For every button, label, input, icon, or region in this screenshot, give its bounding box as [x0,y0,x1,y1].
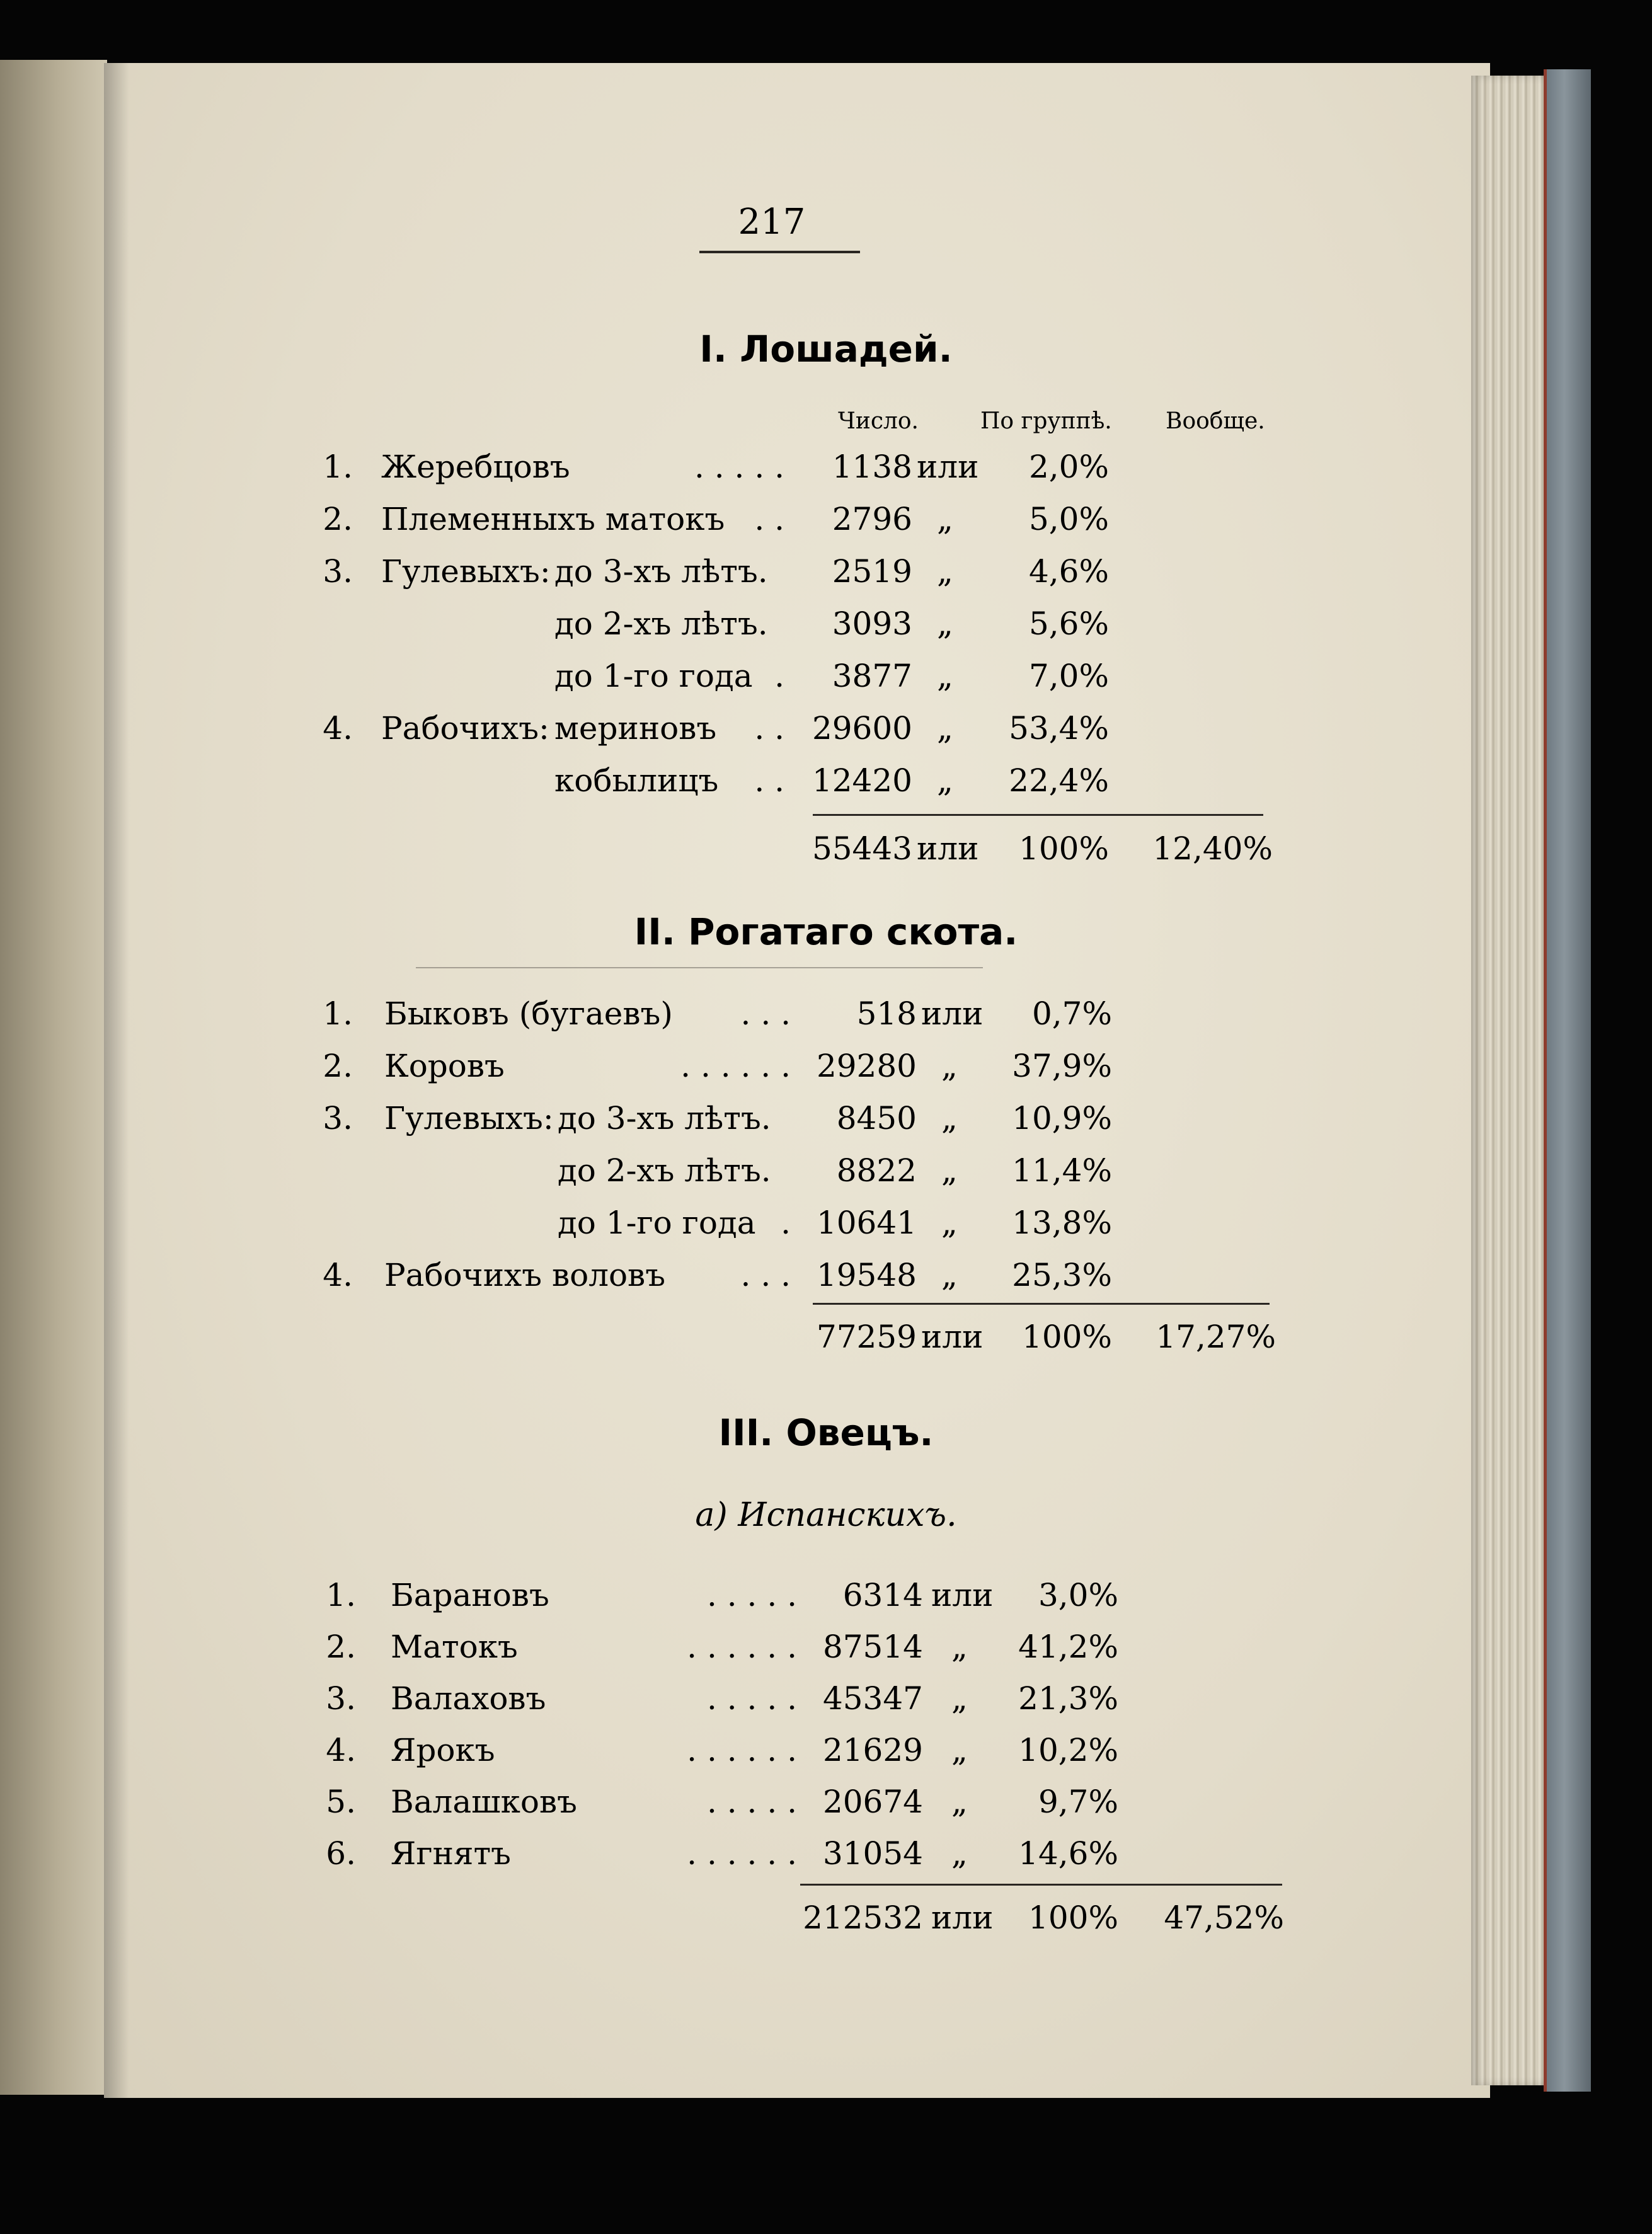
row-sublabel: мериновъ [554,710,717,747]
row-connector: „ [951,1732,968,1768]
total-count: 77259 [816,1319,917,1355]
leader-dots: . . . [740,995,791,1032]
row-number: 1. [326,1577,356,1613]
row-label: Быковъ (бугаевъ) [384,995,673,1032]
page-number: 217 [738,202,806,243]
leader-dots: . . . . . [706,1784,797,1820]
row-count: 29600 [812,710,912,747]
leader-dots: . . . . . . [680,1048,791,1084]
row-number: 5. [326,1784,356,1820]
row-count: 1138 [832,449,912,485]
row-percent: 7,0% [1028,658,1109,694]
cattle-sum-rule [813,1303,1270,1305]
row-label: Ягнятъ [391,1835,511,1872]
row-connector: „ [941,1152,958,1189]
total-count: 212532 [803,1899,923,1936]
page-number-rule [699,251,860,253]
row-percent: 14,6% [1018,1835,1118,1872]
table-row [0,995,1652,1040]
table-row [0,1732,1652,1776]
row-count: 31054 [822,1835,923,1872]
table-row [0,501,1652,545]
leader-dots: . . . . . [694,449,784,485]
row-percent: 53,4% [1009,710,1109,747]
row-connector: „ [941,1257,958,1293]
table-row [0,553,1652,597]
row-number: 3. [323,1100,353,1137]
sheep-sum-rule [800,1884,1282,1886]
row-count: 2519 [832,553,912,590]
row-count: 3093 [832,605,912,642]
row-percent: 10,9% [1012,1100,1112,1137]
row-label: Жеребцовъ [381,449,570,485]
cattle-title-rule [416,967,983,968]
row-label: Племенныхъ матокъ [381,501,725,537]
row-sublabel: кобылицъ [554,762,719,799]
total-row [0,1899,1652,1944]
row-percent: 25,3% [1012,1257,1112,1293]
row-count: 45347 [822,1680,923,1717]
table-row [0,1680,1652,1724]
row-sublabel: до 3-хъ лѣтъ. [558,1100,771,1137]
row-connector: „ [941,1048,958,1084]
row-label: Ярокъ [391,1732,495,1768]
row-connector: „ [937,710,953,747]
row-sublabel: до 1-го года [554,658,753,694]
table-row [0,605,1652,650]
row-label: Валаховъ [391,1680,546,1717]
table-row [0,1048,1652,1092]
row-connector: или [917,449,979,485]
row-percent: 13,8% [1012,1205,1112,1241]
row-percent: 4,6% [1028,553,1109,590]
column-header-group: По группѣ. [980,408,1112,434]
row-connector: „ [951,1629,968,1665]
row-connector: „ [951,1784,968,1820]
row-connector: „ [937,605,953,642]
row-label: Гулевыхъ: [384,1100,554,1137]
total-count: 55443 [812,830,912,867]
leader-dots: . [781,1205,791,1241]
row-connector: или [921,995,984,1032]
row-connector: „ [941,1205,958,1241]
row-label: Гулевыхъ: [381,553,551,590]
total-general-percent: 12,40% [1152,830,1273,867]
row-count: 21629 [822,1732,923,1768]
row-count: 8822 [836,1152,917,1189]
leader-dots: . . [754,710,784,747]
column-header-count: Число. [838,408,919,434]
row-percent: 0,7% [1031,995,1112,1032]
table-row [0,1784,1652,1828]
row-number: 3. [326,1680,356,1717]
row-label: Валашковъ [391,1784,577,1820]
row-number: 1. [323,995,353,1032]
table-row [0,1257,1652,1301]
row-count: 10641 [816,1205,917,1241]
row-number: 6. [326,1835,356,1872]
row-count: 8450 [836,1100,917,1137]
row-connector: „ [951,1680,968,1717]
row-number: 4. [323,710,353,747]
section-title-cattle: II. Рогатаго скота. [634,910,1018,953]
table-row [0,449,1652,493]
row-percent: 3,0% [1038,1577,1118,1613]
row-number: 2. [323,501,353,537]
row-connector: „ [937,553,953,590]
table-row [0,1835,1652,1879]
total-connector: или [917,830,979,867]
row-sublabel: до 2-хъ лѣтъ. [554,605,768,642]
total-connector: или [931,1899,994,1936]
total-percent: 100% [1019,830,1109,867]
row-connector: „ [951,1835,968,1872]
table-row [0,710,1652,754]
row-number: 1. [323,449,353,485]
row-sublabel: до 1-го года [558,1205,756,1241]
table-row [0,762,1652,806]
section-title-sheep: III. Овецъ. [718,1411,934,1454]
row-percent: 22,4% [1009,762,1109,799]
leader-dots: . . . . . . [687,1629,797,1665]
table-row [0,1205,1652,1249]
row-sublabel: до 2-хъ лѣтъ. [558,1152,771,1189]
total-general-percent: 47,52% [1164,1899,1284,1936]
row-connector: „ [937,501,953,537]
leader-dots: . . [754,762,784,799]
leader-dots: . . [754,501,784,537]
leader-dots: . [774,658,784,694]
leader-dots: . . . . . . [687,1835,797,1872]
sheep-subtitle: а) Испанскихъ. [695,1496,957,1534]
leader-dots: . . . . . [706,1577,797,1613]
row-label: Рабочихъ воловъ [384,1257,666,1293]
row-percent: 5,0% [1028,501,1109,537]
row-label: Коровъ [384,1048,505,1084]
column-header-general: Вообще. [1166,408,1265,434]
row-sublabel: до 3-хъ лѣтъ. [554,553,768,590]
row-label: Барановъ [391,1577,549,1613]
row-percent: 37,9% [1012,1048,1112,1084]
row-percent: 21,3% [1018,1680,1118,1717]
row-count: 29280 [816,1048,917,1084]
row-count: 3877 [832,658,912,694]
leader-dots: . . . . . [706,1680,797,1717]
total-general-percent: 17,27% [1156,1319,1276,1355]
row-connector: „ [937,658,953,694]
row-connector: или [931,1577,994,1613]
total-percent: 100% [1022,1319,1112,1355]
total-percent: 100% [1028,1899,1118,1936]
row-count: 19548 [816,1257,917,1293]
row-count: 2796 [832,501,912,537]
row-percent: 11,4% [1012,1152,1112,1189]
row-percent: 41,2% [1018,1629,1118,1665]
table-row [0,658,1652,702]
row-number: 3. [323,553,353,590]
row-count: 20674 [822,1784,923,1820]
total-connector: или [921,1319,984,1355]
row-number: 4. [326,1732,356,1768]
row-percent: 2,0% [1028,449,1109,485]
row-number: 4. [323,1257,353,1293]
row-label: Рабочихъ: [381,710,549,747]
horses-sum-rule [813,814,1263,816]
row-percent: 9,7% [1038,1784,1118,1820]
total-row [0,830,1652,874]
row-percent: 10,2% [1018,1732,1118,1768]
row-count: 12420 [812,762,912,799]
row-connector: „ [937,762,953,799]
section-title-horses: I. Лошадей. [699,328,953,370]
table-row [0,1629,1652,1673]
leader-dots: . . . . . . [687,1732,797,1768]
row-count: 518 [856,995,917,1032]
row-count: 6314 [842,1577,923,1613]
total-row [0,1319,1652,1363]
row-connector: „ [941,1100,958,1137]
table-row [0,1152,1652,1196]
row-number: 2. [326,1629,356,1665]
row-label: Матокъ [391,1629,518,1665]
row-percent: 5,6% [1028,605,1109,642]
table-row [0,1577,1652,1621]
row-count: 87514 [822,1629,923,1665]
row-number: 2. [323,1048,353,1084]
leader-dots: . . . [740,1257,791,1293]
table-row [0,1100,1652,1144]
